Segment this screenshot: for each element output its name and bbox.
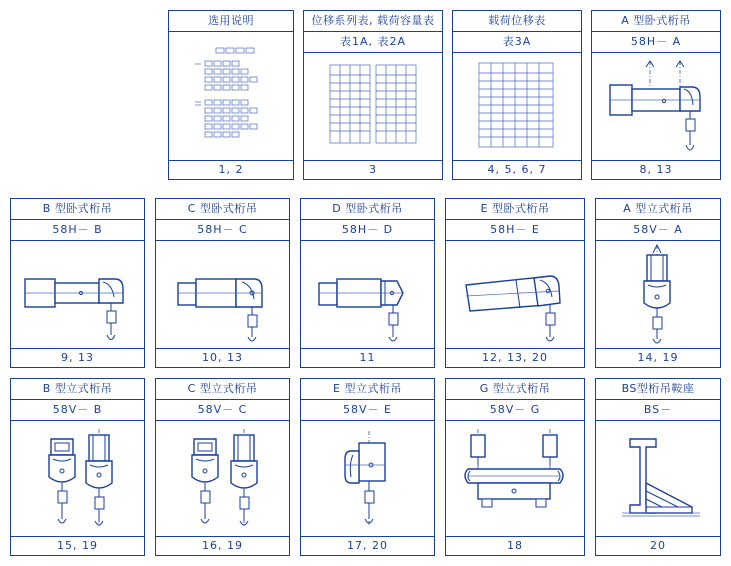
card-figure-saddle-bs: [596, 421, 720, 536]
card-figure-two-tables: [304, 53, 442, 160]
card-header: E 型立式桁吊: [301, 379, 434, 400]
card-bs-saddle[interactable]: [595, 378, 721, 556]
card-subheader: 表3A: [453, 32, 581, 53]
card-subheader: 58H－ C: [156, 220, 289, 241]
card-header: C 型卧式桁吊: [156, 199, 289, 220]
card-footer: 3: [304, 160, 442, 179]
card-type-c-horizontal[interactable]: [155, 198, 290, 368]
card-type-b-vertical[interactable]: [10, 378, 145, 556]
card-header: A 型立式桁吊: [596, 199, 720, 220]
card-selection-notes[interactable]: [168, 10, 294, 180]
card-footer: 17, 20: [301, 536, 434, 555]
card-type-e-vertical[interactable]: [300, 378, 435, 556]
card-subheader: 58V－ A: [596, 220, 720, 241]
card-subheader: 58V－ E: [301, 400, 434, 421]
card-type-a-horizontal[interactable]: [591, 10, 721, 180]
card-header: 位移系列表, 载荷容量表: [304, 11, 442, 32]
card-displacement-series[interactable]: [303, 10, 443, 180]
card-footer: 20: [596, 536, 720, 555]
card-type-g-vertical[interactable]: [445, 378, 585, 556]
card-footer: 12, 13, 20: [446, 348, 584, 367]
card-figure-one-table: [453, 53, 581, 160]
card-figure-horizontal-d: [301, 241, 434, 348]
card-footer: 15, 19: [11, 536, 144, 555]
card-figure-selection-notes: [169, 32, 293, 160]
card-figure-vertical-b: [11, 421, 144, 536]
card-footer: 18: [446, 536, 584, 555]
card-type-d-horizontal[interactable]: [300, 198, 435, 368]
card-subheader: 58H－ D: [301, 220, 434, 241]
card-figure-horizontal-b: [11, 241, 144, 348]
card-subheader: 58V－ G: [446, 400, 584, 421]
card-header: B 型卧式桁吊: [11, 199, 144, 220]
card-header: BS型桁吊鞍座: [596, 379, 720, 400]
card-header: E 型卧式桁吊: [446, 199, 584, 220]
card-figure-vertical-e: [301, 421, 434, 536]
card-subheader: 58H－ A: [592, 32, 720, 53]
card-header: C 型立式桁吊: [156, 379, 289, 400]
card-footer: 14, 19: [596, 348, 720, 367]
card-figure-horizontal-a: [592, 53, 720, 160]
card-figure-vertical-a: [596, 241, 720, 348]
card-footer: 4, 5, 6, 7: [453, 160, 581, 179]
card-type-a-vertical[interactable]: [595, 198, 721, 368]
card-subheader: 58V－ B: [11, 400, 144, 421]
card-figure-vertical-g: [446, 421, 584, 536]
card-footer: 11: [301, 348, 434, 367]
card-subheader: BS－: [596, 400, 720, 421]
card-footer: 1, 2: [169, 160, 293, 179]
card-type-c-vertical[interactable]: [155, 378, 290, 556]
card-header: 选用说明: [169, 11, 293, 32]
card-footer: 8, 13: [592, 160, 720, 179]
card-header: A 型卧式桁吊: [592, 11, 720, 32]
card-header: D 型卧式桁吊: [301, 199, 434, 220]
card-subheader: 58V－ C: [156, 400, 289, 421]
card-footer: 9, 13: [11, 348, 144, 367]
card-subheader: 58H－ E: [446, 220, 584, 241]
card-type-b-horizontal[interactable]: [10, 198, 145, 368]
card-header: B 型立式桁吊: [11, 379, 144, 400]
card-load-displacement[interactable]: [452, 10, 582, 180]
card-footer: 10, 13: [156, 348, 289, 367]
card-figure-horizontal-c: [156, 241, 289, 348]
card-type-e-horizontal[interactable]: [445, 198, 585, 368]
card-figure-horizontal-e: [446, 241, 584, 348]
card-subheader: 58H－ B: [11, 220, 144, 241]
card-header: 载荷位移表: [453, 11, 581, 32]
card-header: G 型立式桁吊: [446, 379, 584, 400]
card-figure-vertical-c: [156, 421, 289, 536]
card-subheader: 表1A, 表2A: [304, 32, 442, 53]
card-footer: 16, 19: [156, 536, 289, 555]
